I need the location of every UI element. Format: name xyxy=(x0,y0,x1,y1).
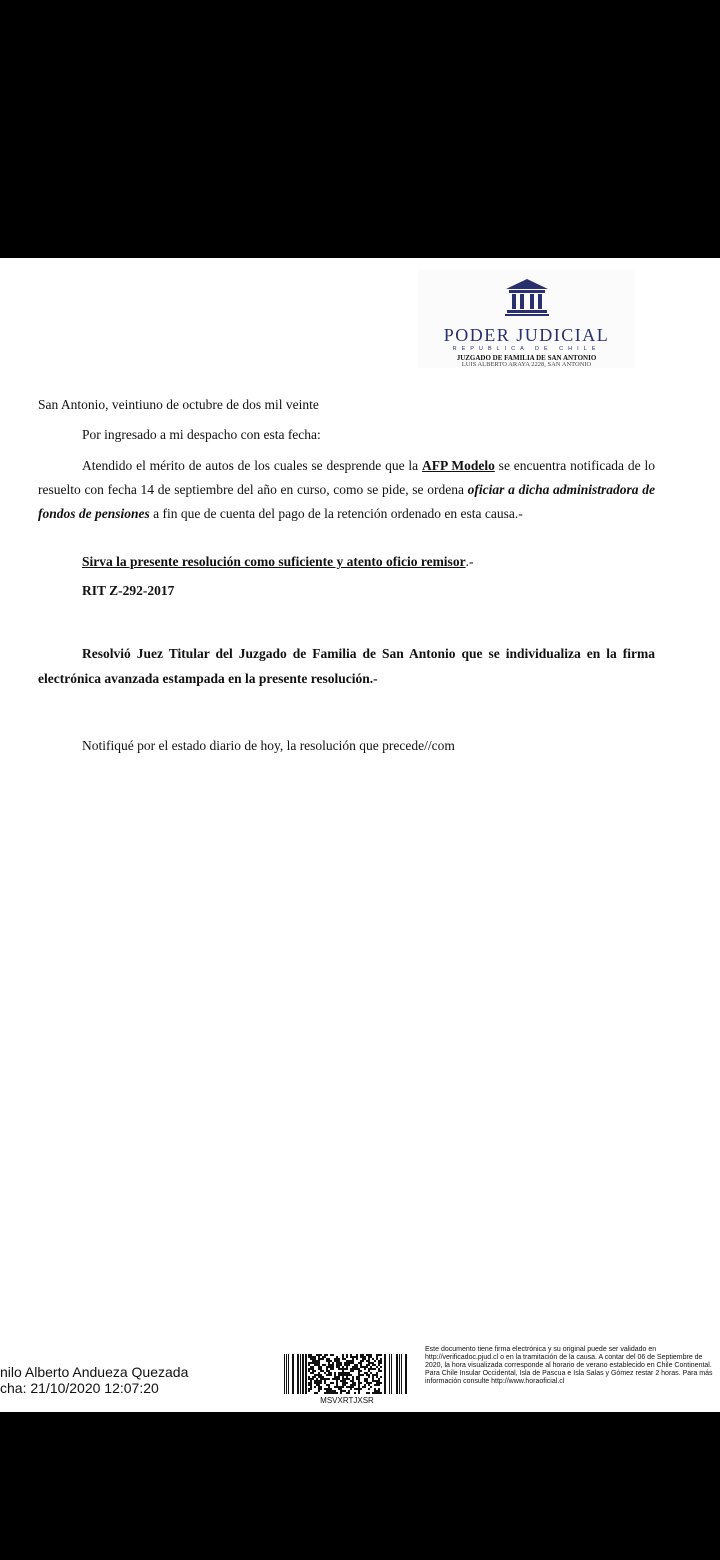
court-name: JUZGADO DE FAMILIA DE SAN ANTONIO xyxy=(456,354,597,362)
courthouse-icon xyxy=(504,277,550,317)
institution-name: PODER JUDICIAL xyxy=(443,325,610,345)
order-text-2: se encuentra notificada de lo resuelto con fecha 14 de septiembre del año en curso, como se pide, se ordena xyxy=(38,458,655,497)
signer-name: nilo Alberto Andueza Quezada xyxy=(0,1364,189,1380)
document-page xyxy=(0,258,720,1412)
sirva-text: Sirva la presente resolución como suficiente y atento oficio remisor xyxy=(82,554,466,569)
signer-block xyxy=(0,1364,188,1396)
afp-name: AFP Modelo xyxy=(422,458,495,473)
court-address: LUIS ALBERTO ARAYA 2228, SAN ANTONIO xyxy=(461,361,592,368)
order-instruction: oficiar a dicha administradora de fondos de pensiones xyxy=(38,482,655,521)
order-text-3: a fin que de cuenta del pago de la retención ordenado en esta causa.- xyxy=(149,506,523,521)
resolution-paragraph: Resolvió Juez Titular del Juzgado de Familia de San Antonio que se individualiza en la firma electrónica avanzada estampada en la presente resolución.- xyxy=(38,646,655,686)
paragraph-received: Por ingresado a mi despacho con esta fecha: xyxy=(82,427,321,442)
barcode-image xyxy=(284,1354,410,1394)
paragraph-sirva xyxy=(82,554,473,570)
date-line: San Antonio, veintiuno de octubre de dos mil veinte xyxy=(38,397,319,412)
rit-number: RIT Z-292-2017 xyxy=(82,583,175,598)
sirva-end: .- xyxy=(465,554,474,569)
validation-note: Este documento tiene firma electrónica y su original puede ser validado en http://verificadoc.pjud.cl o en la tramitación de la causa. A contar del 06 de Septiembre de 2020, la hora visualizada corresponde al horario de verano establecido en Chile Continental. Para Chile Insular Occidental, Isla de Pascua e Isla Salas y Gómez restar 2 horas. Para más información consulte http://www.horaoficial.cl xyxy=(425,1346,713,1385)
notification-line: Notifiqué por el estado diario de hoy, la resolución que precede//com xyxy=(82,738,455,753)
signature-footer xyxy=(0,1332,720,1412)
paragraph-order xyxy=(38,454,655,526)
signer-date: cha: 21/10/2020 12:07:20 xyxy=(0,1380,159,1396)
barcode-code: MSVXRTJXSR xyxy=(320,1396,374,1405)
country-name: REPUBLICA DE CHILE xyxy=(452,346,601,352)
poder-judicial-logo xyxy=(418,270,635,368)
order-text-1: Atendido el mérito de autos de los cuales se desprende que la xyxy=(82,458,422,473)
